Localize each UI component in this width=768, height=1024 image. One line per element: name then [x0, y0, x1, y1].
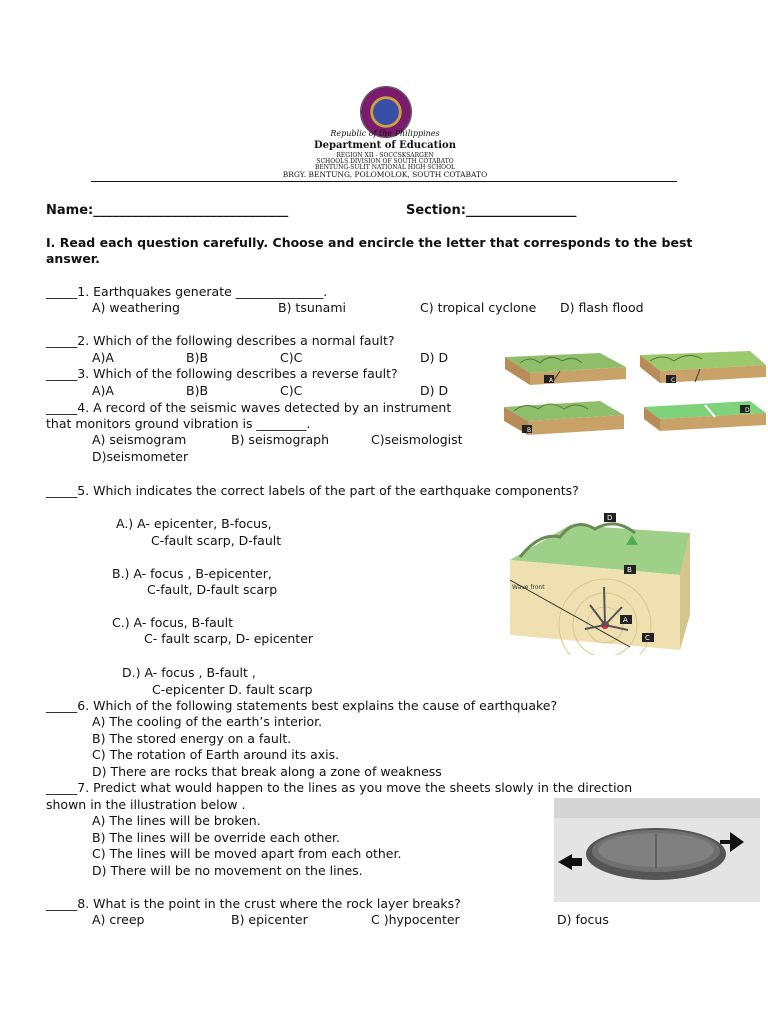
- q5-stem: _____5. Which indicates the correct labels of the part of the earthquake components?: [46, 483, 579, 498]
- q2-option-c[interactable]: C)C: [280, 350, 303, 365]
- q6-option-b[interactable]: B) The stored energy on a fault.: [92, 731, 292, 746]
- quake-label-c: C: [645, 634, 650, 642]
- q1-option-c[interactable]: C) tropical cyclone: [420, 300, 537, 315]
- q7-option-a[interactable]: A) The lines will be broken.: [92, 813, 261, 828]
- wave-front-label: Wave front: [512, 584, 545, 591]
- q2-stem: _____2. Which of the following describes a normal fault?: [46, 333, 395, 348]
- instructions-line-2: answer.: [46, 251, 100, 266]
- region-line: REGION XII - SOCCSKSARGEN: [336, 152, 434, 159]
- q1-stem: _____1. Earthquakes generate ______________.: [46, 284, 328, 299]
- q6-option-d[interactable]: D) There are rocks that break along a zone of weakness: [92, 764, 442, 779]
- quake-label-d: D: [607, 514, 613, 522]
- q4-option-d[interactable]: D)seismometer: [92, 449, 189, 464]
- school-line: BENTUNG-SULIT NATIONAL HIGH SCHOOL: [314, 164, 456, 171]
- fault-label-c: C: [671, 377, 676, 384]
- q4-stem-1: _____4. A record of the seismic waves detected by an instrument: [46, 400, 452, 415]
- q3-option-b[interactable]: B)B: [186, 383, 209, 398]
- q3-option-c[interactable]: C)C: [280, 383, 303, 398]
- q4-stem-2: that monitors ground vibration is ________.: [46, 416, 311, 431]
- instructions-line-1: I. Read each question carefully. Choose and encircle the letter that corresponds to the best: [46, 235, 693, 250]
- fault-label-b: B: [527, 427, 532, 434]
- earthquake-block-diagram: [500, 505, 700, 655]
- fault-block-d: [644, 401, 766, 431]
- q2-option-d[interactable]: D) D: [420, 350, 449, 365]
- q1-option-d[interactable]: D) flash flood: [560, 300, 644, 315]
- q3-option-d[interactable]: D) D: [420, 383, 449, 398]
- quake-label-a: A: [623, 616, 628, 624]
- fault-label-a: A: [549, 377, 554, 384]
- fault-block-c: [640, 351, 766, 383]
- q2-option-a[interactable]: A)A: [92, 350, 114, 365]
- q5-option-c-line-1[interactable]: C.) A- focus, B-fault: [112, 615, 234, 630]
- q5-option-a-line-2: C-fault scarp, D-fault: [151, 533, 282, 548]
- q3-stem: _____3. Which of the following describes a reverse fault?: [46, 366, 398, 381]
- q8-option-c[interactable]: C )hypocenter: [371, 912, 460, 927]
- division-line: SCHOOLS DIVISION OF SOUTH COTABATO: [316, 158, 454, 165]
- q4-option-b[interactable]: B) seismograph: [231, 432, 330, 447]
- q7-stem-2: shown in the illustration below .: [46, 797, 246, 812]
- q6-option-c[interactable]: C) The rotation of Earth around its axis.: [92, 747, 340, 762]
- q5-option-b-line-2: C-fault, D-fault scarp: [147, 582, 278, 597]
- q4-option-a[interactable]: A) seismogram: [92, 432, 187, 447]
- q1-option-b[interactable]: B) tsunami: [278, 300, 346, 315]
- quake-label-b: B: [627, 566, 632, 574]
- sheet-illustration-photo: [554, 798, 760, 902]
- q2-option-b[interactable]: B)B: [186, 350, 209, 365]
- fault-block-a: [505, 353, 626, 385]
- q3-option-a[interactable]: A)A: [92, 383, 114, 398]
- header-rule: [91, 181, 677, 182]
- q5-option-b-line-1[interactable]: B.) A- focus , B-epicenter,: [112, 566, 272, 581]
- q7-stem-1: _____7. Predict what would happen to the lines as you move the sheets slowly in the direction: [46, 780, 633, 795]
- q5-option-d-line-2: C-epicenter D. fault scarp: [152, 682, 313, 697]
- q5-option-c-line-2: C- fault scarp, D- epicenter: [144, 631, 314, 646]
- department-title: Department of Education: [314, 140, 456, 151]
- q6-option-a[interactable]: A) The cooling of the earth’s interior.: [92, 714, 323, 729]
- q5-option-a-line-1[interactable]: A.) A- epicenter, B-focus,: [116, 516, 272, 531]
- q1-option-a[interactable]: A) weathering: [92, 300, 180, 315]
- fault-block-b: [504, 401, 624, 435]
- name-field[interactable]: Name:______________________________: [46, 203, 289, 218]
- q7-option-b[interactable]: B) The lines will be override each other.: [92, 830, 341, 845]
- q8-option-b[interactable]: B) epicenter: [231, 912, 308, 927]
- address-line: BRGY. BENTUNG, POLOMOLOK, SOUTH COTABATO: [282, 170, 488, 179]
- q6-stem: _____6. Which of the following statements best explains the cause of earthquake?: [46, 698, 558, 713]
- q8-option-d[interactable]: D) focus: [557, 912, 609, 927]
- q8-option-a[interactable]: A) creep: [92, 912, 145, 927]
- q8-stem: _____8. What is the point in the crust where the rock layer breaks?: [46, 896, 461, 911]
- republic-line: Republic of the Philippines: [330, 129, 440, 138]
- section-field[interactable]: Section:_________________: [406, 203, 577, 218]
- fault-diagrams-figure: [500, 345, 768, 445]
- q4-option-c[interactable]: C)seismologist: [371, 432, 463, 447]
- q7-option-c[interactable]: C) The lines will be moved apart from each other.: [92, 846, 402, 861]
- q7-option-d[interactable]: D) There will be no movement on the lines.: [92, 863, 363, 878]
- fault-label-d: D: [745, 407, 750, 414]
- q5-option-d-line-1[interactable]: D.) A- focus , B-fault ,: [122, 665, 256, 680]
